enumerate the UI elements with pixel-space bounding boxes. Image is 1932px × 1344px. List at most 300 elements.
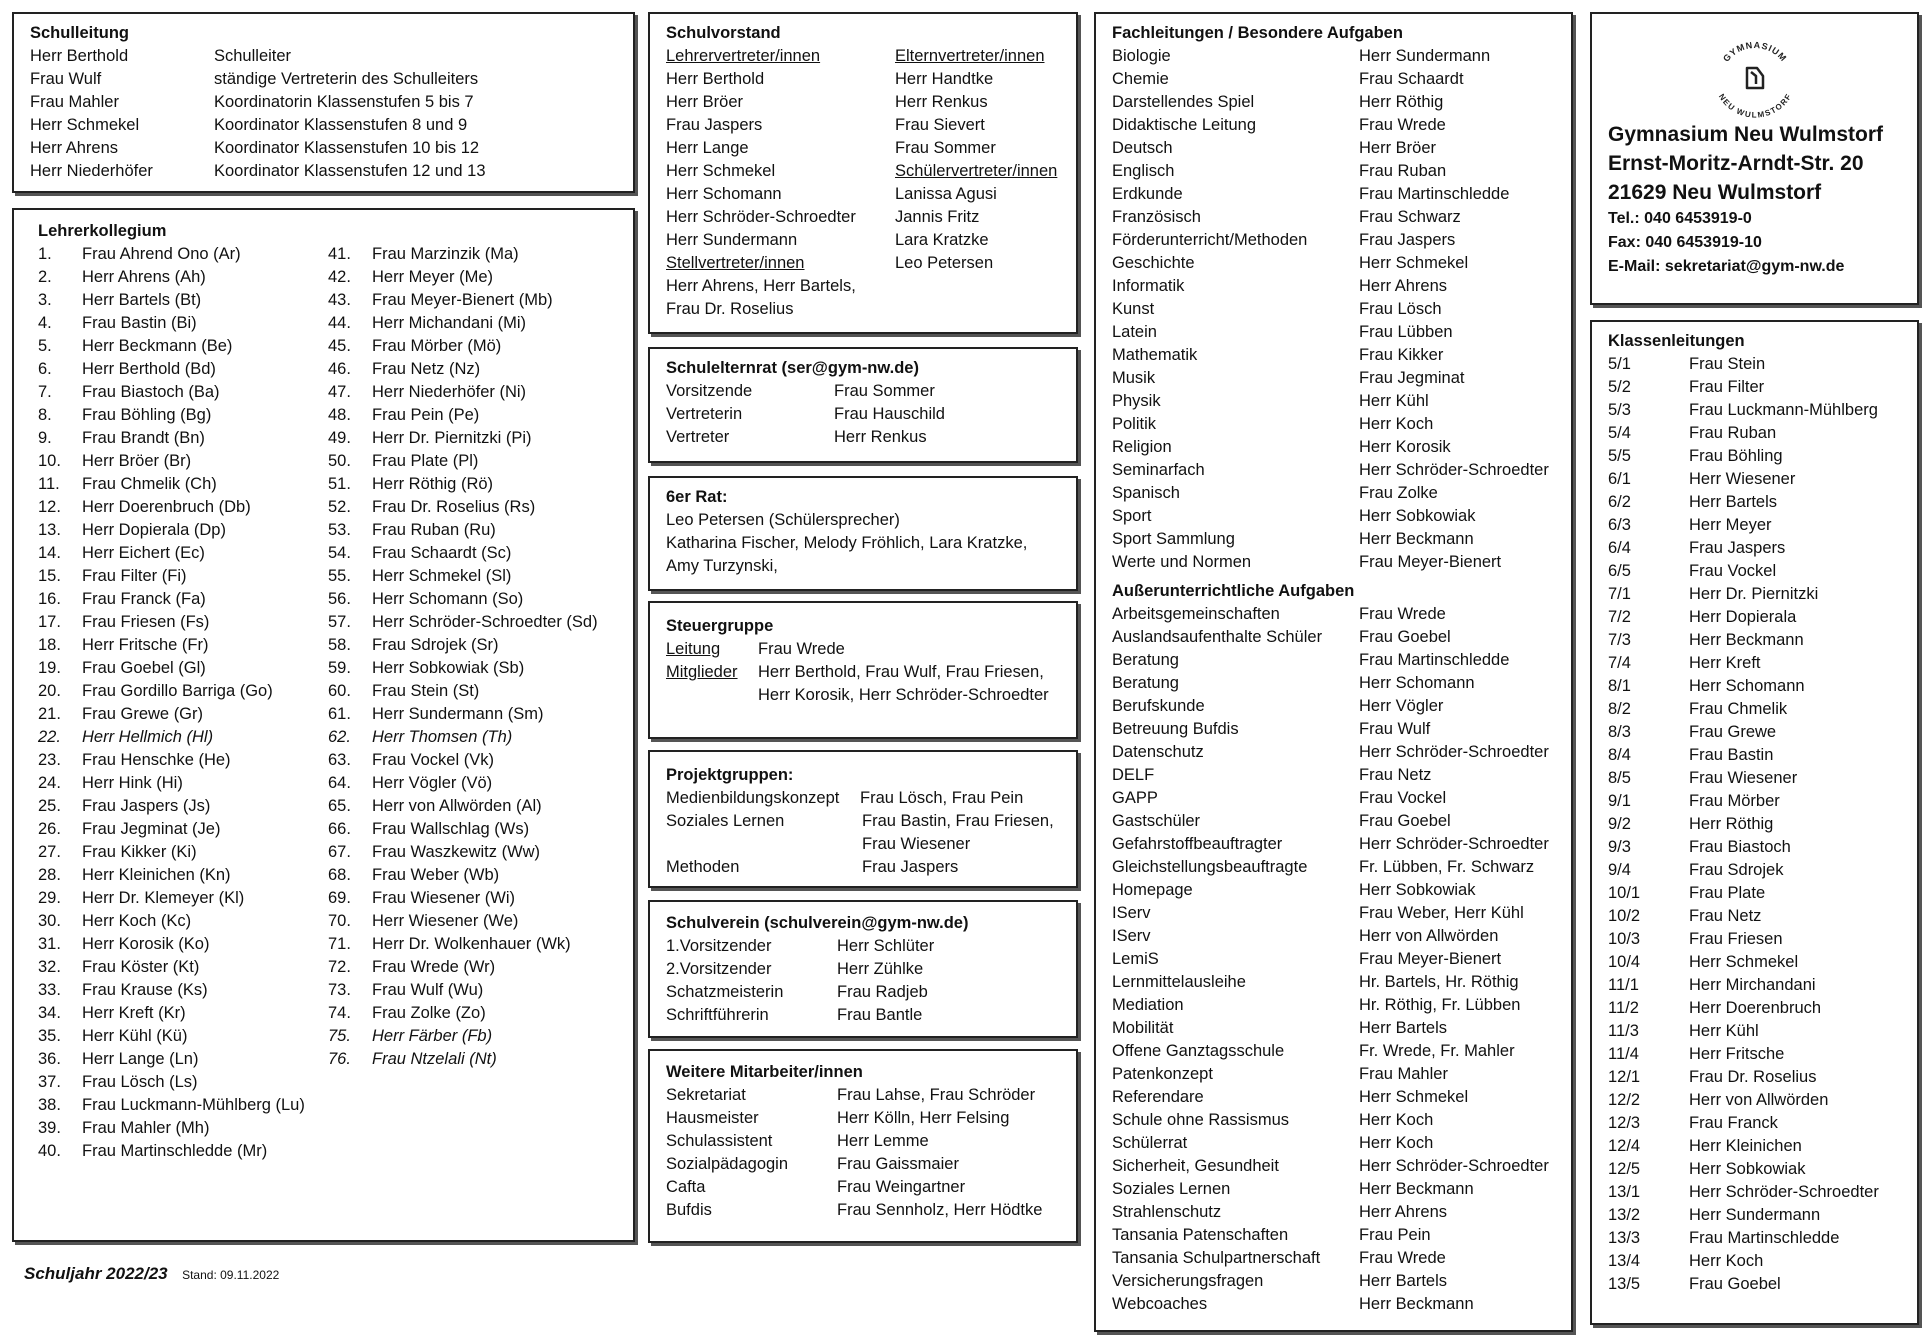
teacher-row-n: 39. bbox=[38, 1119, 61, 1137]
schuljahr-label: Schuljahr 2022/23 bbox=[24, 1264, 168, 1283]
projektgruppe-label: Methoden bbox=[666, 858, 740, 876]
teacher-row-name: Herr Sobkowiak (Sb) bbox=[372, 659, 525, 677]
aufgabe-row-name: Herr Vögler bbox=[1359, 697, 1444, 715]
schulvorstand-item bbox=[895, 137, 1057, 160]
schulvorstand-item bbox=[895, 91, 1057, 114]
teacher-row-n: 7. bbox=[38, 383, 52, 401]
teacher-row bbox=[38, 933, 328, 956]
fachleitung-row bbox=[1112, 114, 1571, 137]
teacher-row-name: Herr Fritsche (Fr) bbox=[82, 636, 209, 654]
mitarbeiter-row-name: Frau Lahse, Frau Schröder bbox=[837, 1086, 1036, 1104]
projektgruppe-row bbox=[666, 810, 1076, 833]
projektgruppen-box bbox=[648, 750, 1078, 888]
teacher-row bbox=[38, 381, 328, 404]
schulvorstand-item-text: Herr Ahrens, Herr Bartels, bbox=[666, 277, 856, 295]
schulvorstand-item bbox=[895, 160, 1057, 183]
aufgabe-row-fach: Tansania Schulpartnerschaft bbox=[1112, 1249, 1321, 1267]
schulvorstand-item bbox=[666, 45, 895, 68]
teacher-row-name: Frau Wallschlag (Ws) bbox=[372, 820, 530, 838]
fachleitung-row-name: Herr Sobkowiak bbox=[1359, 507, 1476, 525]
teacher-row-name: Herr Kühl (Kü) bbox=[82, 1027, 188, 1045]
schulelternrat-row-role: Vertreterin bbox=[666, 405, 743, 423]
teacher-row bbox=[38, 1048, 328, 1071]
klasse-row-k: 10/3 bbox=[1608, 930, 1641, 948]
klasse-row-name: Frau Franck bbox=[1689, 1114, 1778, 1132]
teacher-row-name: Frau Filter (Fi) bbox=[82, 567, 187, 585]
svg-text:NEU WULMSTORF bbox=[1717, 92, 1793, 119]
klasse-row-name: Herr von Allwörden bbox=[1689, 1091, 1829, 1109]
klasse-row-k: 9/3 bbox=[1608, 838, 1631, 856]
aufgabe-row-name: Frau Pein bbox=[1359, 1226, 1431, 1244]
mitarbeiter-row bbox=[666, 1176, 1076, 1199]
aufgabe-row bbox=[1112, 649, 1571, 672]
svg-text:GYMNASIUM bbox=[1721, 40, 1789, 64]
school-city: 21629 Neu Wulmstorf bbox=[1608, 181, 1822, 204]
teacher-row bbox=[38, 1094, 328, 1117]
teacher-row-name: Herr Ahrens (Ah) bbox=[82, 268, 206, 286]
kollegium-title: Lehrerkollegium bbox=[38, 222, 167, 240]
teacher-row-n: 58. bbox=[328, 636, 351, 654]
school-fax: Fax: 040 6453919-10 bbox=[1608, 234, 1762, 251]
teacher-row-name: Herr Schmekel (Sl) bbox=[372, 567, 512, 585]
schulverein-box bbox=[648, 900, 1078, 1038]
schulverein-row-name: Herr Zühlke bbox=[837, 960, 924, 978]
aufgabe-row bbox=[1112, 902, 1571, 925]
fachleitung-row bbox=[1112, 551, 1571, 574]
teacher-row bbox=[38, 1117, 328, 1140]
projektgruppe-row bbox=[666, 787, 1076, 810]
teacher-row-n: 47. bbox=[328, 383, 351, 401]
aufgabe-row-fach: LemiS bbox=[1112, 950, 1159, 968]
rat6-line: Amy Turzynski, bbox=[666, 557, 778, 575]
klasse-row-name: Frau Bastin bbox=[1689, 746, 1774, 764]
schulvorstand-item-text: Lara Kratzke bbox=[895, 231, 989, 249]
schulvorstand-item-text: Schülervertreter/innen bbox=[895, 162, 1058, 180]
schulvorstand-item-text: Herr Handtke bbox=[895, 70, 994, 88]
aufgabe-row-fach: Mediation bbox=[1112, 996, 1184, 1014]
klasse-row-name: Frau Friesen bbox=[1689, 930, 1783, 948]
teacher-row-name: Frau Goebel (Gl) bbox=[82, 659, 206, 677]
mitarbeiter-row-role: Schulassistent bbox=[666, 1132, 773, 1150]
klasse-row bbox=[1608, 629, 1917, 652]
schulvorstand-item bbox=[666, 160, 895, 183]
teacher-row-n: 68. bbox=[328, 866, 351, 884]
klasse-row bbox=[1608, 698, 1917, 721]
aufgabe-row bbox=[1112, 1270, 1571, 1293]
aufgabe-row bbox=[1112, 764, 1571, 787]
aufgabe-row-name: Fr. Wrede, Fr. Mahler bbox=[1359, 1042, 1515, 1060]
aufgabe-row bbox=[1112, 741, 1571, 764]
schulvorstand-item-text: Lehrervertreter/innen bbox=[666, 47, 821, 65]
teacher-row-n: 67. bbox=[328, 843, 351, 861]
fachleitung-row-fach: Musik bbox=[1112, 369, 1156, 387]
teacher-row bbox=[328, 496, 598, 519]
teacher-row bbox=[328, 772, 598, 795]
teacher-row-n: 11. bbox=[38, 475, 60, 493]
schulelternrat-row bbox=[666, 403, 1076, 426]
teacher-row-n: 25. bbox=[38, 797, 61, 815]
teacher-row-n: 12. bbox=[38, 498, 61, 516]
teacher-row-n: 27. bbox=[38, 843, 61, 861]
klasse-row-name: Herr Beckmann bbox=[1689, 631, 1804, 649]
klasse-row-name: Herr Dr. Piernitzki bbox=[1689, 585, 1819, 603]
klasse-row bbox=[1608, 882, 1917, 905]
schulleitung-row-name: Herr Schmekel bbox=[30, 116, 140, 134]
klasse-row bbox=[1608, 1043, 1917, 1066]
lehrervertreter-column bbox=[666, 45, 895, 321]
schulleitung-row bbox=[30, 45, 633, 68]
schulleitung-row bbox=[30, 68, 633, 91]
teacher-row-n: 20. bbox=[38, 682, 61, 700]
aufgabe-row-fach: Schülerrat bbox=[1112, 1134, 1188, 1152]
aufgabe-row-fach: Schule ohne Rassismus bbox=[1112, 1111, 1290, 1129]
schulverein-row-role: Schriftführerin bbox=[666, 1006, 769, 1024]
fachleitung-row-name: Herr Röthig bbox=[1359, 93, 1444, 111]
steuergruppe-box bbox=[648, 601, 1078, 739]
aufgabe-row-name: Fr. Lübben, Fr. Schwarz bbox=[1359, 858, 1535, 876]
fachleitung-row-fach: Physik bbox=[1112, 392, 1161, 410]
schulleitung-row-role: ständige Vertreterin des Schulleiters bbox=[214, 70, 479, 88]
aufgabe-row bbox=[1112, 603, 1571, 626]
teacher-row-n: 46. bbox=[328, 360, 351, 378]
klasse-row-k: 10/4 bbox=[1608, 953, 1641, 971]
aufgabe-row-fach: Lernmittelausleihe bbox=[1112, 973, 1246, 991]
aufgabe-row-name: Herr Koch bbox=[1359, 1134, 1434, 1152]
schulelternrat-box bbox=[648, 347, 1078, 463]
klasse-row bbox=[1608, 905, 1917, 928]
aufgabe-row-name: Herr Sobkowiak bbox=[1359, 881, 1476, 899]
klasse-row bbox=[1608, 1020, 1917, 1043]
fachleitung-row-fach: Didaktische Leitung bbox=[1112, 116, 1257, 134]
fachleitung-row-name: Herr Schröder-Schroedter bbox=[1359, 461, 1549, 479]
schulvorstand-item-text: Herr Lange bbox=[666, 139, 749, 157]
teacher-row-n: 5. bbox=[38, 337, 52, 355]
teacher-row-name: Frau Bastin (Bi) bbox=[82, 314, 197, 332]
school-email[interactable]: E-Mail: sekretariat@gym-nw.de bbox=[1608, 258, 1845, 275]
mitarbeiter-row-role: Sekretariat bbox=[666, 1086, 746, 1104]
fachleitung-row bbox=[1112, 252, 1571, 275]
aufgabe-row-fach: Betreuung Bufdis bbox=[1112, 720, 1239, 738]
klasse-row-k: 7/1 bbox=[1608, 585, 1631, 603]
fachleitung-row bbox=[1112, 45, 1571, 68]
projektgruppe-label: Soziales Lernen bbox=[666, 812, 785, 830]
klasse-row-k: 12/1 bbox=[1608, 1068, 1641, 1086]
aufgabe-row-name: Frau Goebel bbox=[1359, 628, 1451, 646]
projektgruppe-members: Frau Bastin, Frau Friesen, bbox=[862, 812, 1054, 830]
klasse-row-k: 5/3 bbox=[1608, 401, 1631, 419]
schulvorstand-item bbox=[666, 206, 895, 229]
klasse-row-k: 13/3 bbox=[1608, 1229, 1641, 1247]
klasse-row bbox=[1608, 1181, 1917, 1204]
schulvorstand-item bbox=[666, 298, 895, 321]
fachleitung-row bbox=[1112, 413, 1571, 436]
teacher-row bbox=[38, 749, 328, 772]
fachleitungen-list bbox=[1112, 45, 1571, 574]
fachleitung-row-fach: Werte und Normen bbox=[1112, 553, 1252, 571]
teacher-row-name: Herr von Allwörden (Al) bbox=[372, 797, 542, 815]
klasse-row-k: 6/4 bbox=[1608, 539, 1631, 557]
teacher-row-n: 74. bbox=[328, 1004, 351, 1022]
school-tel: Tel.: 040 6453919-0 bbox=[1608, 210, 1752, 227]
teacher-row bbox=[328, 588, 598, 611]
teacher-row-n: 45. bbox=[328, 337, 351, 355]
teacher-row-name: Herr Lange (Ln) bbox=[82, 1050, 199, 1068]
aufgabe-row bbox=[1112, 1201, 1571, 1224]
schulleitung-row-name: Herr Niederhöfer bbox=[30, 162, 153, 180]
aufgabe-row-name: Herr Koch bbox=[1359, 1111, 1434, 1129]
teacher-row bbox=[328, 634, 598, 657]
aufgabe-row bbox=[1112, 948, 1571, 971]
schulvorstand-item bbox=[666, 229, 895, 252]
aufgabe-row-name: Herr Bartels bbox=[1359, 1019, 1448, 1037]
schulleitung-title: Schulleitung bbox=[30, 24, 129, 42]
teacher-row-n: 4. bbox=[38, 314, 52, 332]
klasse-row-k: 9/4 bbox=[1608, 861, 1631, 879]
teacher-row-name: Herr Schomann (So) bbox=[372, 590, 524, 608]
klasse-row bbox=[1608, 928, 1917, 951]
schulleitung-list bbox=[30, 45, 633, 183]
teacher-row bbox=[328, 266, 598, 289]
aufgabe-row-fach: DELF bbox=[1112, 766, 1155, 784]
schulleitung-row-role: Koordinator Klassenstufen 10 bis 12 bbox=[214, 139, 480, 157]
aufgabe-row-fach: Auslandsaufenthalte Schüler bbox=[1112, 628, 1323, 646]
teacher-row-name: Herr Schröder-Schroedter (Sd) bbox=[372, 613, 598, 631]
schulverein-row-role: Schatzmeisterin bbox=[666, 983, 784, 1001]
teacher-row bbox=[328, 726, 598, 749]
klasse-row-k: 13/5 bbox=[1608, 1275, 1641, 1293]
schulelternrat-row-name: Herr Renkus bbox=[834, 428, 927, 446]
fachleitung-row-name: Frau Wrede bbox=[1359, 116, 1446, 134]
klasse-row-name: Frau Netz bbox=[1689, 907, 1762, 925]
mitarbeiter-row bbox=[666, 1084, 1076, 1107]
teacher-row-n: 36. bbox=[38, 1050, 61, 1068]
teacher-row-name: Frau Franck (Fa) bbox=[82, 590, 206, 608]
projektgruppen-title: Projektgruppen: bbox=[666, 766, 794, 784]
teacher-row bbox=[38, 335, 328, 358]
teacher-row-n: 26. bbox=[38, 820, 61, 838]
klasse-row bbox=[1608, 836, 1917, 859]
school-address bbox=[1608, 120, 1883, 279]
klasse-row-name: Herr Mirchandani bbox=[1689, 976, 1816, 994]
teacher-row bbox=[38, 1071, 328, 1094]
teacher-row bbox=[328, 519, 598, 542]
klasse-row-name: Herr Doerenbruch bbox=[1689, 999, 1822, 1017]
klasse-row bbox=[1608, 675, 1917, 698]
teacher-row bbox=[328, 243, 598, 266]
klasse-row-k: 6/1 bbox=[1608, 470, 1631, 488]
teacher-row-n: 16. bbox=[38, 590, 61, 608]
klasse-row-k: 7/4 bbox=[1608, 654, 1631, 672]
mitarbeiter-row-name: Herr Kölln, Herr Felsing bbox=[837, 1109, 1010, 1127]
teacher-row bbox=[38, 979, 328, 1002]
teacher-row-n: 59. bbox=[328, 659, 351, 677]
fachleitung-row bbox=[1112, 367, 1571, 390]
fachleitung-row-fach: Französisch bbox=[1112, 208, 1201, 226]
klasse-row-k: 8/1 bbox=[1608, 677, 1631, 695]
mitarbeiter-row-role: Cafta bbox=[666, 1178, 706, 1196]
aufgabe-row bbox=[1112, 810, 1571, 833]
logo-text-top: GYMNASIUM bbox=[1721, 39, 1789, 64]
teacher-row-n: 61. bbox=[328, 705, 351, 723]
fachleitung-row-name: Herr Korosik bbox=[1359, 438, 1451, 456]
teacher-row bbox=[38, 1025, 328, 1048]
teacher-row-n: 73. bbox=[328, 981, 351, 999]
teacher-row-name: Frau Ruban (Ru) bbox=[372, 521, 496, 539]
teacher-row-name: Herr Färber (Fb) bbox=[372, 1027, 493, 1045]
aufgabe-row-fach: GAPP bbox=[1112, 789, 1158, 807]
teacher-row-name: Frau Ntzelali (Nt) bbox=[372, 1050, 497, 1068]
fachleitung-row-fach: Geschichte bbox=[1112, 254, 1195, 272]
teacher-row-n: 8. bbox=[38, 406, 52, 424]
fachleitung-row-name: Frau Martinschledde bbox=[1359, 185, 1510, 203]
klasse-row-k: 8/3 bbox=[1608, 723, 1631, 741]
teacher-row bbox=[38, 910, 328, 933]
mitarbeiter-row bbox=[666, 1199, 1076, 1222]
teacher-row-name: Herr Röthig (Rö) bbox=[372, 475, 494, 493]
fachleitung-row bbox=[1112, 436, 1571, 459]
mitarbeiter-row bbox=[666, 1107, 1076, 1130]
schulvorstand-item bbox=[666, 114, 895, 137]
klasse-row-k: 5/5 bbox=[1608, 447, 1631, 465]
klasse-row bbox=[1608, 353, 1917, 376]
klassenleitungen-box bbox=[1590, 320, 1919, 1325]
aufgabe-row bbox=[1112, 672, 1571, 695]
schulvorstand-item bbox=[666, 91, 895, 114]
aufgabe-row-name: Herr Ahrens bbox=[1359, 1203, 1448, 1221]
schulverein-row-name: Herr Schlüter bbox=[837, 937, 935, 955]
teacher-row-n: 23. bbox=[38, 751, 61, 769]
aufgabe-row-fach: Soziales Lernen bbox=[1112, 1180, 1231, 1198]
klasse-row-name: Frau Sdrojek bbox=[1689, 861, 1784, 879]
klasse-row-name: Herr Sundermann bbox=[1689, 1206, 1821, 1224]
fachleitung-row bbox=[1112, 160, 1571, 183]
fachleitung-row-fach: Informatik bbox=[1112, 277, 1185, 295]
fachleitung-row-fach: Mathematik bbox=[1112, 346, 1198, 364]
fachleitung-row bbox=[1112, 91, 1571, 114]
schulvorstand-item-text: Herr Schomann bbox=[666, 185, 782, 203]
aufgabe-row-name: Frau Netz bbox=[1359, 766, 1432, 784]
teacher-row bbox=[38, 565, 328, 588]
aufgabe-row bbox=[1112, 994, 1571, 1017]
teacher-row-n: 18. bbox=[38, 636, 61, 654]
fachleitung-row bbox=[1112, 229, 1571, 252]
schulvorstand-item-text: Herr Berthold bbox=[666, 70, 765, 88]
teacher-row-name: Herr Hink (Hi) bbox=[82, 774, 183, 792]
klasse-row-k: 12/2 bbox=[1608, 1091, 1641, 1109]
teacher-row bbox=[38, 1140, 328, 1163]
schulvorstand-item-text: Stellvertreter/innen bbox=[666, 254, 805, 272]
klasse-row-k: 11/1 bbox=[1608, 976, 1639, 994]
fachleitung-row-name: Frau Lösch bbox=[1359, 300, 1442, 318]
schulleitung-row bbox=[30, 137, 633, 160]
teacher-row bbox=[38, 818, 328, 841]
fachleitung-row-name: Herr Kühl bbox=[1359, 392, 1429, 410]
aufgabe-row bbox=[1112, 1178, 1571, 1201]
teacher-row bbox=[328, 542, 598, 565]
aufgabe-row bbox=[1112, 1132, 1571, 1155]
aufgabe-row-name: Herr Schomann bbox=[1359, 674, 1475, 692]
klasse-row bbox=[1608, 1273, 1917, 1296]
klasse-row-name: Frau Ruban bbox=[1689, 424, 1777, 442]
mitarbeiter-row bbox=[666, 1130, 1076, 1153]
teacher-row bbox=[38, 956, 328, 979]
teacher-row-n: 69. bbox=[328, 889, 351, 907]
schulleitung-row-role: Koordinator Klassenstufen 8 und 9 bbox=[214, 116, 468, 134]
mitarbeiter-row-name: Frau Sennholz, Herr Hödtke bbox=[837, 1201, 1043, 1219]
aufgabe-row-fach: Gastschüler bbox=[1112, 812, 1201, 830]
schulleitung-row bbox=[30, 114, 633, 137]
teacher-row-name: Frau Zolke (Zo) bbox=[372, 1004, 486, 1022]
teacher-row bbox=[328, 795, 598, 818]
aufgabe-row bbox=[1112, 1017, 1571, 1040]
steuergruppe-mitglieder-row bbox=[666, 661, 1076, 684]
klasse-row bbox=[1608, 652, 1917, 675]
teacher-row bbox=[38, 496, 328, 519]
teacher-row bbox=[38, 450, 328, 473]
school-street: Ernst-Moritz-Arndt-Str. 20 bbox=[1608, 152, 1864, 175]
klasse-row bbox=[1608, 399, 1917, 422]
klasse-row bbox=[1608, 1204, 1917, 1227]
schulvorstand-item-text: Leo Petersen bbox=[895, 254, 994, 272]
teacher-row-name: Herr Niederhöfer (Ni) bbox=[372, 383, 527, 401]
schulverein-row bbox=[666, 935, 1076, 958]
aufgabe-row-name: Frau Martinschledde bbox=[1359, 651, 1510, 669]
teacher-row-name: Frau Böhling (Bg) bbox=[82, 406, 212, 424]
schulverein-row-role: 1.Vorsitzender bbox=[666, 937, 772, 955]
teacher-row-name: Frau Luckmann-Mühlberg (Lu) bbox=[82, 1096, 305, 1114]
klasse-row-k: 7/2 bbox=[1608, 608, 1631, 626]
schulleitung-row-name: Herr Ahrens bbox=[30, 139, 119, 157]
klasse-row-name: Herr Schröder-Schroedter bbox=[1689, 1183, 1879, 1201]
teacher-row bbox=[328, 427, 598, 450]
mitarbeiter-title: Weitere Mitarbeiter/innen bbox=[666, 1063, 863, 1081]
schulelternrat-row bbox=[666, 426, 1076, 449]
schulelternrat-row-role: Vertreter bbox=[666, 428, 730, 446]
teacher-row-n: 50. bbox=[328, 452, 351, 470]
klasse-row-k: 8/2 bbox=[1608, 700, 1631, 718]
teacher-row-n: 72. bbox=[328, 958, 351, 976]
fachleitung-row-name: Frau Kikker bbox=[1359, 346, 1444, 364]
teacher-row-n: 70. bbox=[328, 912, 351, 930]
teacher-row bbox=[38, 864, 328, 887]
klasse-row bbox=[1608, 1089, 1917, 1112]
klasse-row bbox=[1608, 1227, 1917, 1250]
teacher-row-n: 53. bbox=[328, 521, 351, 539]
klassenleitungen-title: Klassenleitungen bbox=[1608, 332, 1745, 350]
aufgabe-row-fach: Versicherungsfragen bbox=[1112, 1272, 1264, 1290]
klasse-row bbox=[1608, 974, 1917, 997]
teacher-row-name: Herr Sundermann (Sm) bbox=[372, 705, 544, 723]
aufgabe-row bbox=[1112, 626, 1571, 649]
klasse-row-name: Herr Schmekel bbox=[1689, 953, 1799, 971]
schulvorstand-item bbox=[666, 252, 895, 275]
teacher-row-n: 41. bbox=[328, 245, 351, 263]
teacher-row-n: 1. bbox=[38, 245, 52, 263]
aufgabe-row-fach: Gefahrstoffbeauftragter bbox=[1112, 835, 1283, 853]
teacher-row bbox=[38, 726, 328, 749]
schulvorstand-item-text: Jannis Fritz bbox=[895, 208, 980, 226]
klasse-row-k: 12/5 bbox=[1608, 1160, 1641, 1178]
teacher-row-name: Frau Wrede (Wr) bbox=[372, 958, 496, 976]
aufgabe-row bbox=[1112, 1293, 1571, 1316]
klasse-row-name: Frau Grewe bbox=[1689, 723, 1777, 741]
teacher-row-n: 33. bbox=[38, 981, 61, 999]
klasse-row-name: Herr Röthig bbox=[1689, 815, 1774, 833]
aufgabe-row-fach: IServ bbox=[1112, 904, 1151, 922]
teacher-row-name: Herr Doerenbruch (Db) bbox=[82, 498, 251, 516]
teacher-row-n: 43. bbox=[328, 291, 351, 309]
teacher-row bbox=[38, 887, 328, 910]
